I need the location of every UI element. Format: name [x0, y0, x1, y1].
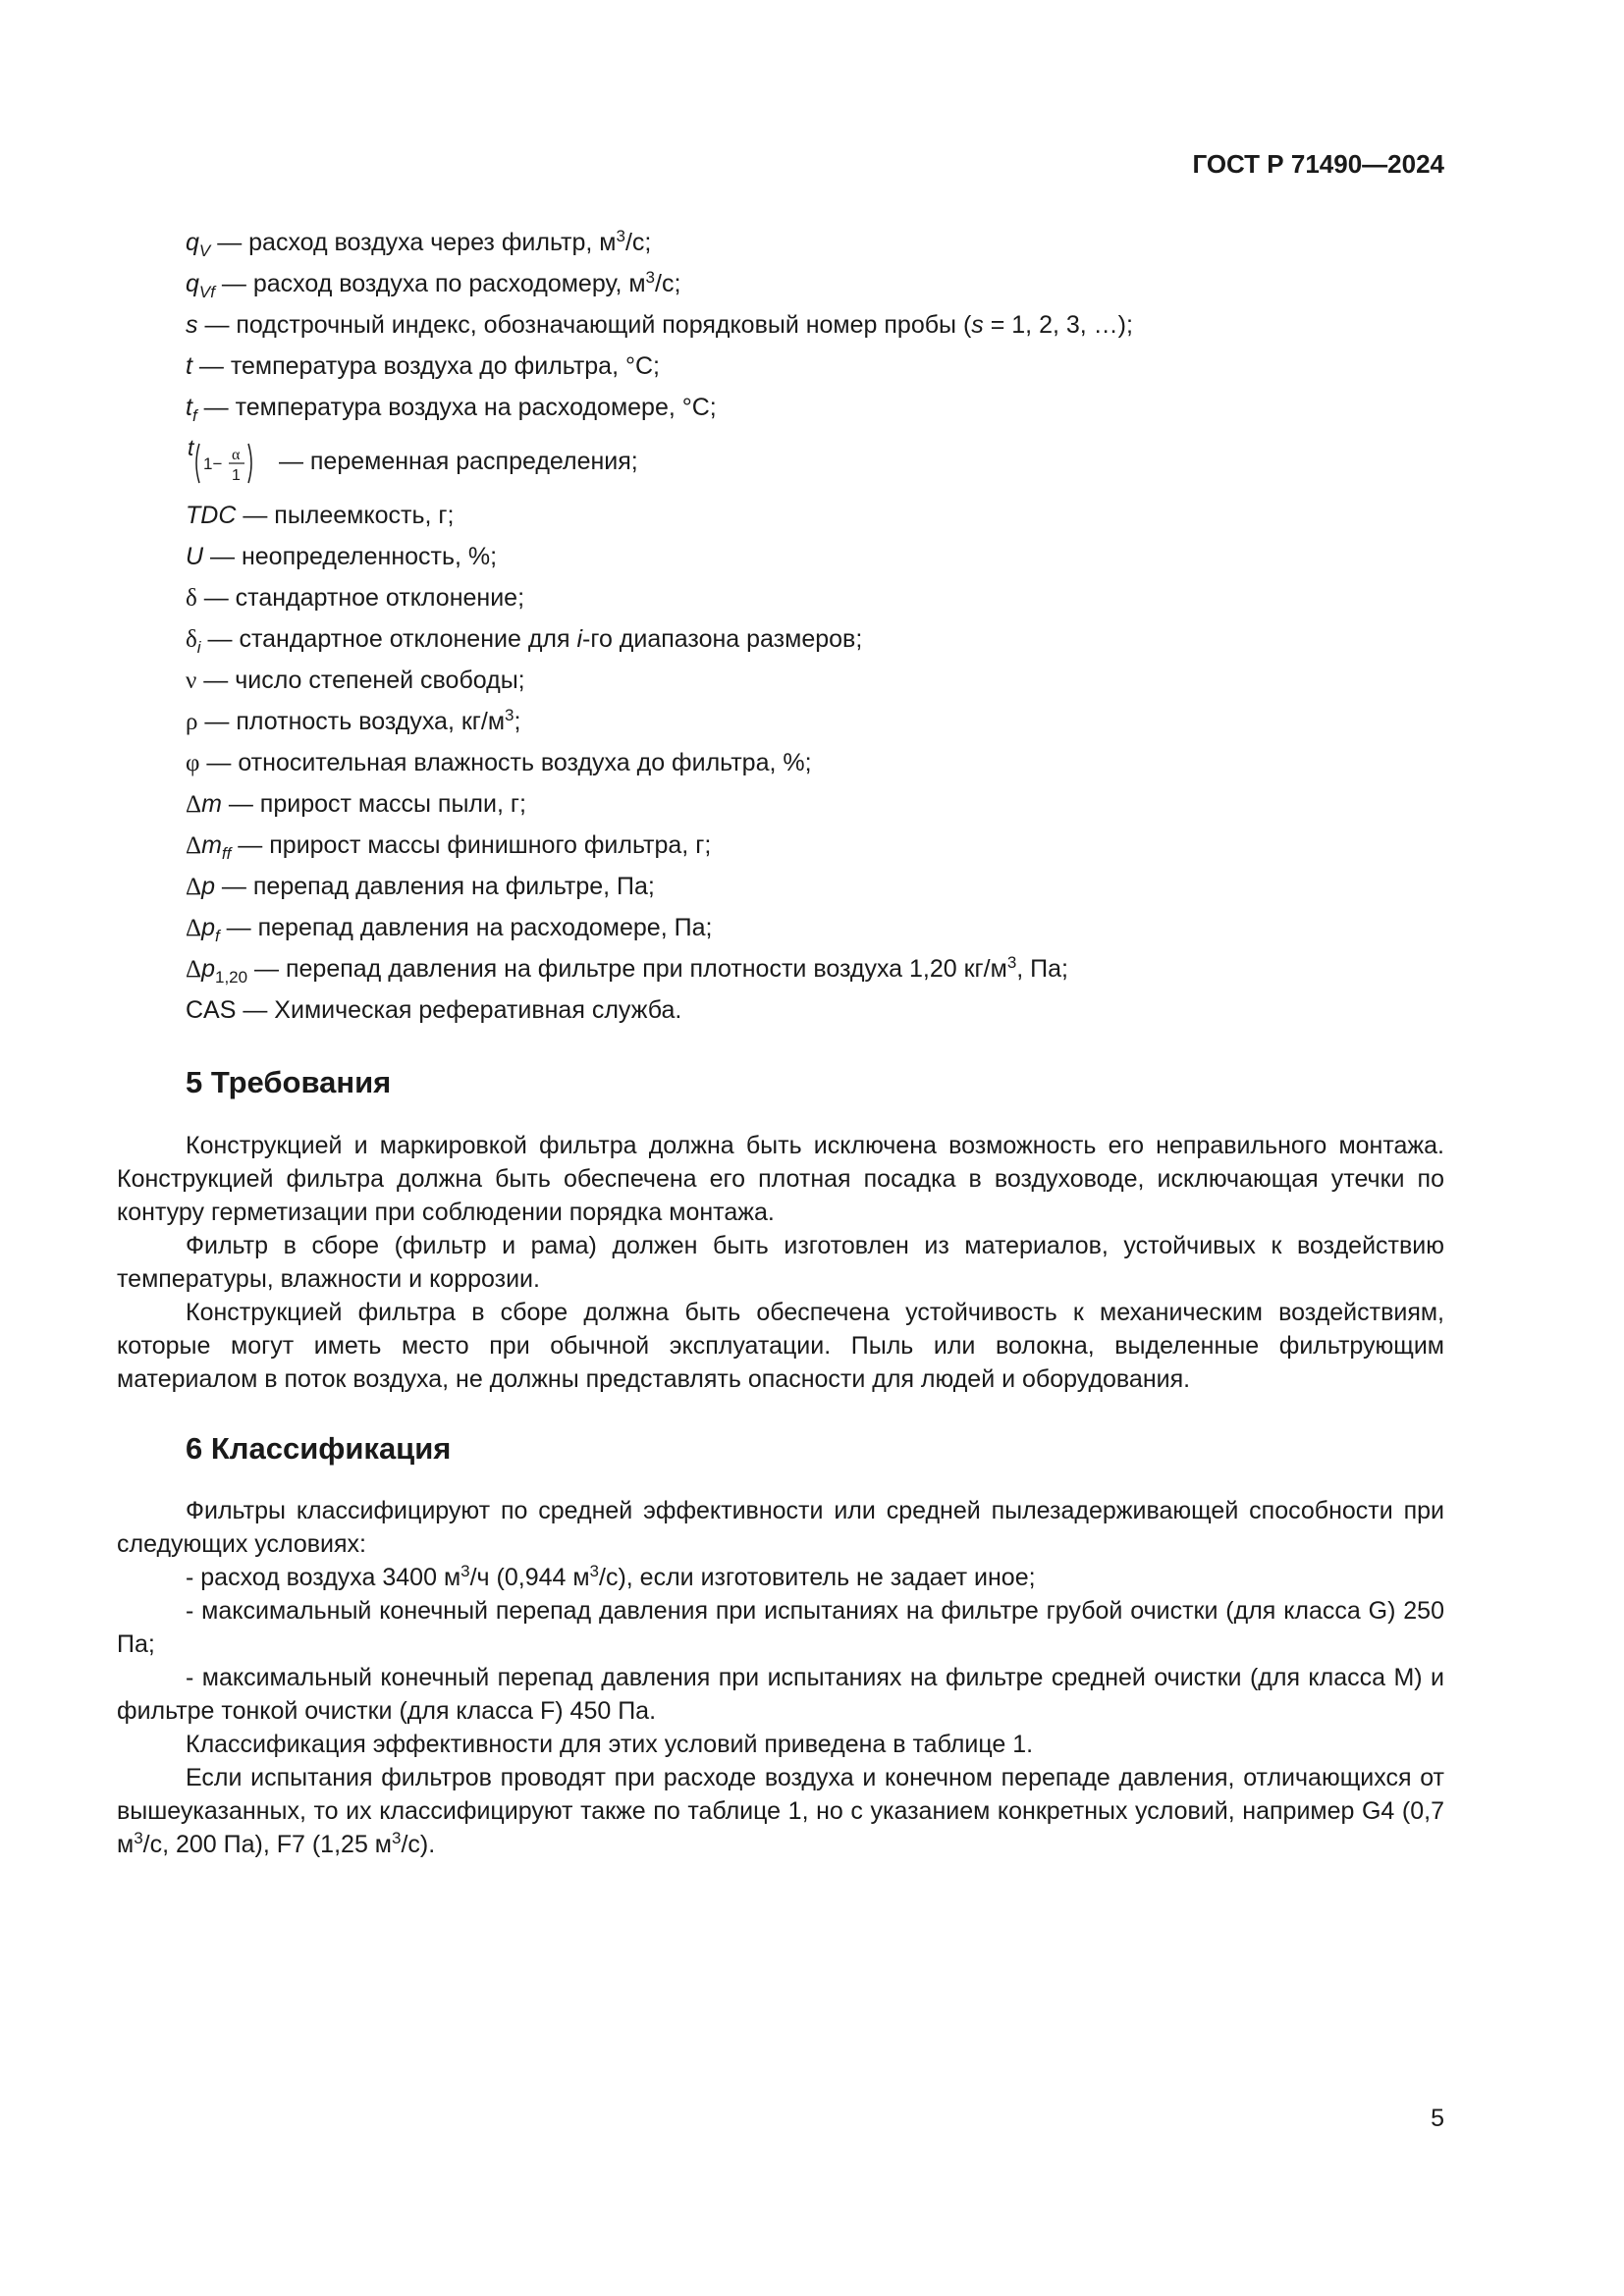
paragraph: Фильтр в сборе (фильтр и рама) должен быть изготовлен из материалов, устойчивых к воздействию температуры, влажности и коррозии. [117, 1232, 1444, 1293]
bullet-item: - максимальный конечный перепад давления при испытаниях на фильтре грубой очистки (для класса G) 250 Па; [117, 1597, 1444, 1658]
symbol-t: t — температура воздуха до фильтра, °С; [186, 352, 660, 380]
symbol-rho: ρ — плотность воздуха, $кг/м^3$; [186, 706, 521, 735]
bullet-item: - расход воздуха 3400 $м^3/ч$ (0,944 $м^3/с$), если изготовитель не задает иное; [186, 1562, 1036, 1591]
symbol-delta: δ — стандартное отклонение; [186, 584, 525, 612]
symbol-t-distribution: t 1− α 1 — переменная распределения; [186, 428, 1133, 495]
symbol-delta-m: Δm — прирост массы пыли, г; [186, 790, 526, 818]
symbol-qv: $q_V$ — расход воздуха через фильтр, $м^3/с$; [186, 227, 652, 260]
symbol-delta-p120: $\Delta p_{1,20}$ — перепад давления на фильтре при плотности воздуха 1,20 $кг/м^3$, Па; [186, 953, 1068, 987]
document-header: ГОСТ Р 71490—2024 [1192, 149, 1444, 179]
section-5-title: 5 Требования [186, 1065, 392, 1099]
paragraph: Классификация эффективности для этих условий приведена в таблице 1. [186, 1731, 1034, 1758]
symbol-cas: CAS — Химическая реферативная служба. [186, 996, 682, 1024]
paragraph: Фильтры классифицируют по средней эффективности или средней пылезадерживающей способности при следующих условиях: [117, 1497, 1444, 1558]
symbol-delta-p: Δp — перепад давления на фильтре, Па; [186, 873, 655, 900]
symbol-s: s — подстрочный индекс, обозначающий порядковый номер пробы (s = 1, 2, 3, …); [186, 311, 1133, 339]
page-number: 5 [1431, 2105, 1444, 2132]
symbol-qvf: $q_{Vf}$ — расход воздуха по расходомеру, $м^3/с$; [186, 268, 681, 301]
svg-text:α: α [232, 447, 241, 464]
section-6-title: 6 Классификация [186, 1431, 452, 1466]
symbol-tf: $t_f$ — температура воздуха на расходомере, °С; [186, 394, 717, 425]
svg-text:1−: 1− [203, 454, 223, 474]
symbol-delta-pf: $\Delta p_f$ — перепад давления на расходомере, Па; [186, 914, 713, 945]
paragraph: Конструкцией фильтра в сборе должна быть обеспечена устойчивость к механическим воздействиям, которые могут иметь место при обычной эксплуатации. Пыль или волокна, выделенные фильтрующим материалом в поток воздуха, не должны представлять опасности для людей и оборудования. [117, 1299, 1444, 1393]
paragraph: Если испытания фильтров проводят при расходе воздуха и конечном перепаде давления, отличающихся от вышеуказанных, то их классифицируют также по таблице 1, но с указанием конкретных условий, например G4 (0,7 $м^3/с$, 200 Па), F7 (1,25 $м^3/с$). [117, 1764, 1444, 1858]
section-5-body [117, 1129, 1444, 1396]
symbol-tdc: TDC — пылеемкость, г; [186, 502, 455, 529]
symbol-delta-i: $\delta_i$ — стандартное отклонение для i-го диапазона размеров; [186, 625, 863, 657]
symbol-u: U — неопределенность, %; [186, 543, 498, 570]
bullet-item: - максимальный конечный перепад давления при испытаниях на фильтре средней очистки (для класса M) и фильтре тонкой очистки (для класса F) 450 Па. [117, 1664, 1444, 1725]
paragraph: Конструкцией и маркировкой фильтра должна быть исключена возможность его неправильного монтажа. Конструкцией фильтра должна быть обеспечена его плотная посадка в воздуховоде, исключающая утечки по контуру герметизации при соблюдении порядка монтажа. [117, 1132, 1444, 1226]
distribution-formula [186, 436, 272, 489]
svg-text:1: 1 [232, 467, 241, 485]
svg-text:t: t [188, 436, 194, 461]
symbols-list [186, 222, 1133, 1031]
symbol-nu: ν — число степеней свободы; [186, 667, 525, 694]
symbol-delta-mff: $\Delta m_{ff}$ — прирост массы финишного фильтра, г; [186, 831, 712, 863]
section-6-body [117, 1494, 1444, 1861]
symbol-phi: φ — относительная влажность воздуха до фильтра, %; [186, 749, 812, 776]
